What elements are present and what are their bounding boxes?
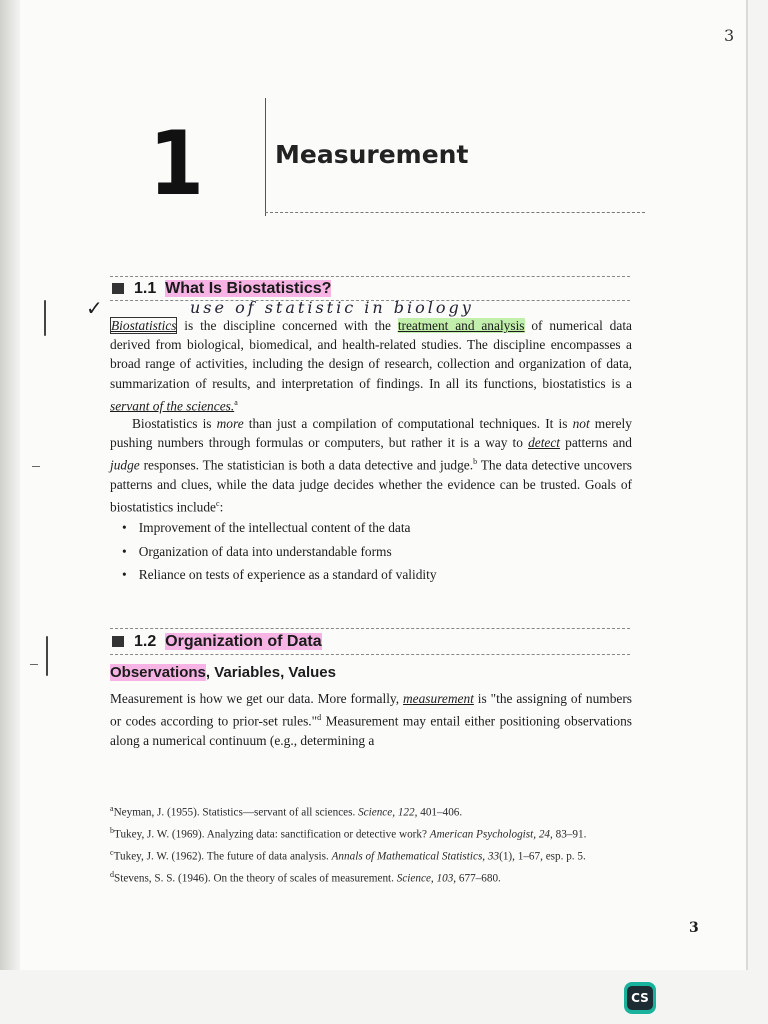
footnote-ref: c — [216, 499, 220, 509]
text-span: Measurement is how we get our data. More formally, — [110, 691, 403, 706]
text-span: patterns and — [560, 435, 633, 451]
emphasis: more — [216, 416, 244, 431]
section-rule-top — [110, 628, 630, 629]
emphasis: Science, 122 — [358, 806, 415, 819]
text-span: , 83–91. — [550, 828, 587, 841]
check-mark-icon: ✓ — [86, 296, 103, 320]
page-number-bottom: 3 — [689, 920, 699, 936]
section-heading-1-2 — [112, 633, 322, 651]
page-edge-shadow — [0, 0, 22, 970]
footnote-ref: a — [234, 397, 238, 407]
footnote — [110, 866, 640, 888]
section-title: What Is Biostatistics? — [165, 280, 332, 297]
text-span: , 401–406. — [414, 806, 463, 819]
section-number: 1.2 — [134, 633, 157, 650]
chapter-underline — [265, 212, 645, 213]
text-span: The data detective uncovers patterns and clues, while the data judge decides whether the evidence can be trusted. Goals of biostatistics include — [110, 457, 632, 515]
footnote-mark: b — [110, 826, 114, 836]
text-span: Tukey, J. W. (1962). The future of data analysis. — [113, 851, 332, 864]
text-span: is the discipline concerned with the — [177, 318, 398, 333]
chapter-title: Measurement — [275, 140, 469, 169]
emphasis: Annals of Mathematical Statistics, 33 — [331, 851, 500, 864]
margin-dash — [32, 466, 40, 467]
footnote — [110, 800, 640, 822]
text-span: is "the assigning of numbers or codes according to prior-set rules." — [110, 691, 632, 729]
list-item: • Organization of data into understandable forms — [122, 544, 437, 568]
paragraph-definition — [110, 316, 632, 415]
footnote — [110, 844, 640, 866]
footnote-mark: a — [110, 804, 114, 813]
paragraph-detective — [110, 414, 632, 517]
highlight-treatment: treatment and analysis — [397, 318, 525, 333]
text-span: Neyman, J. (1955). Statistics—servant of all sciences. — [113, 806, 359, 819]
text-span: Measurement may entail either positioning observations along a numerical continuum (e.g., determining a — [110, 713, 632, 748]
list-item: • Reliance on tests of experience as a standard of validity — [122, 567, 437, 591]
section-number: 1.1 — [134, 280, 157, 297]
list-item: • Improvement of the intellectual content of the data — [122, 520, 437, 544]
section-title: Organization of Data — [165, 633, 322, 650]
emphasis: servant of the sciences. — [110, 398, 235, 414]
text-span: , Variables, Values — [205, 664, 336, 681]
emphasis: detect — [528, 435, 561, 451]
text-span: Biostatistics is — [132, 416, 217, 431]
chapter-divider — [265, 98, 266, 216]
emphasis: Science, 103 — [396, 873, 454, 886]
footnote-ref: b — [473, 457, 478, 467]
paragraph-measurement — [110, 689, 632, 750]
margin-dash — [30, 664, 38, 665]
text-span: merely pushing numbers through formulas or computers, but rather it is a way to — [110, 416, 632, 451]
section-heading-1-1 — [112, 280, 331, 298]
footnotes — [110, 800, 640, 889]
term-biostatistics: Biostatistics — [111, 318, 177, 333]
handwritten-note: use of statistic in biology — [190, 298, 474, 317]
footnote — [110, 822, 640, 844]
text-span: Tukey, J. W. (1969). Analyzing data: sanctification or detective work? — [114, 828, 430, 841]
emphasis: judge — [110, 457, 140, 473]
section-marker-icon — [112, 636, 124, 647]
footnote-mark: d — [110, 870, 114, 880]
margin-bracket — [46, 636, 48, 676]
text-span: (1), 1–67, esp. p. 5. — [499, 851, 586, 864]
section-rule-top — [110, 276, 630, 277]
footnote-mark: c — [110, 848, 114, 858]
footnote-ref: d — [317, 713, 322, 723]
section-rule-bottom — [110, 654, 630, 655]
text-span: of numerical data derived from biological, biomedical, and health-related studies. The discipline encompasses a broad range of activities, including the design of research, collection and organization of data, summarization of results, and interpretation of findings. In all its functions, biostatistics is a — [110, 318, 632, 391]
subheading-observations — [110, 664, 336, 681]
text-span: responses. The statistician is both a data detective and judge. — [139, 457, 474, 473]
badge-label: CS — [627, 986, 653, 1010]
page-number-top: 3 — [724, 26, 735, 45]
scanner-app-badge — [624, 982, 656, 1014]
chapter-number: 1 — [148, 112, 201, 215]
text-span: than just a compilation of computational techniques. It is — [243, 416, 573, 431]
emphasis: measurement — [403, 691, 474, 706]
goals-list — [122, 520, 437, 591]
text-span: : — [219, 499, 224, 515]
emphasis: American Psychologist, 24 — [429, 828, 551, 841]
margin-bracket — [44, 300, 46, 336]
subheading-highlight: Observations — [110, 664, 206, 681]
text-span: Stevens, S. S. (1946). On the theory of scales of measurement. — [114, 873, 397, 886]
section-marker-icon — [112, 283, 124, 294]
text-span: , 677–680. — [453, 873, 501, 886]
emphasis: not — [572, 416, 590, 431]
